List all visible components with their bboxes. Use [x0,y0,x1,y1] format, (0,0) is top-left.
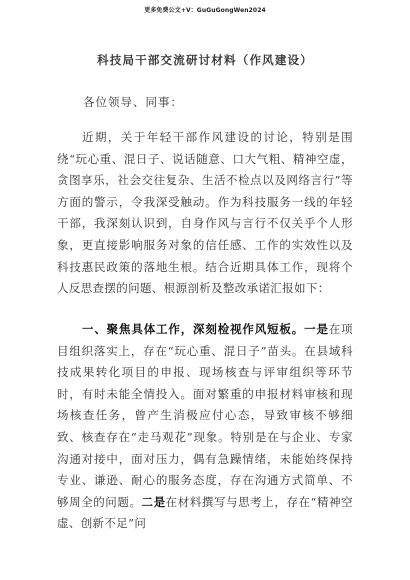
point-one-label: 一是 [304,322,329,336]
paragraph-introduction: 近期，关于年轻干部作风建设的讨论，特别是围绕“玩心重、混日子、说话随意、口大气粗、精神空虚，贪图享乐，社会交往复杂、生活不检点以及网络言行”等方面的警示，令我深受触动。作为科技服务一线的年轻干部，我深刻认识到，自身作风与言行不仅关乎个人形象，更直接影响服务对象的信任感、工作的实效性以及科技惠民政策的落地生根。结合近期具体工作，现将个人反思查摆的问题、根源剖析及整改承诺汇报如下： [57,130,353,296]
document-title: 科技局干部交流研讨材料（作风建设） [97,53,313,67]
watermark-text: 更多免费公文+V：GuGuGongWen2024 [144,7,266,14]
point-two-label: 二是 [141,494,166,509]
salutation: 各位领导、同事： [83,95,183,109]
paragraph-section-one [57,319,353,535]
point-one-text: 在项目组织落实上，存在“玩心重、混日子”苗头。在县域科技成果转化项目的申报、现场核查与评审组织等环节时，有时未能全情投入。面对繁重的申报材料审核和现场核查任务，曾产生消极应付心态，导致审核不够细致、核查存在“走马观花”现象。特别是在与企业、专家沟通对接中，面对压力，偶有急躁情绪，未能始终保持专业、谦逊、耐心的服务态度，存在沟通方式简单、不够周全的问题。 [57,322,354,509]
point-two-text: 在材料撰写与思考上，存在“精神空虚、创新不足”问 [57,494,353,531]
section-heading: 一、聚焦具体工作，深刻检视作风短板。 [82,322,305,336]
